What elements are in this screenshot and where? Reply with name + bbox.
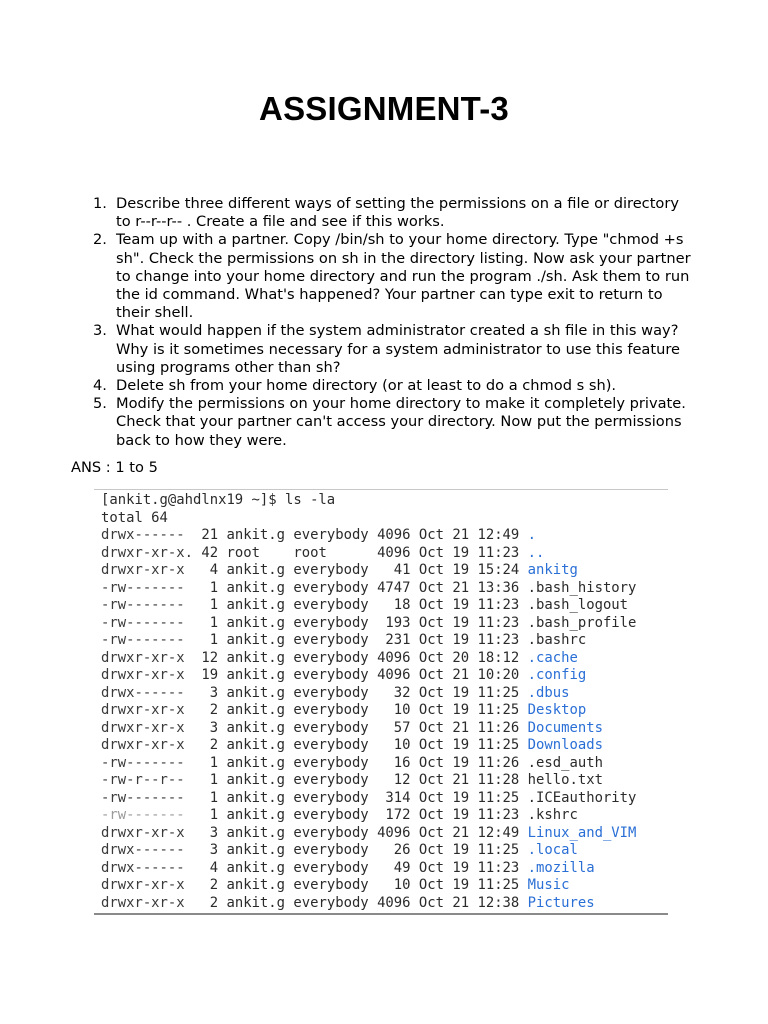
- row-size: 193: [377, 614, 411, 631]
- row-filename: .: [527, 527, 537, 543]
- row-day: 19: [452, 597, 470, 613]
- row-month: Oct: [418, 544, 444, 561]
- row-owner: ankit.g: [226, 579, 286, 596]
- row-size: 49: [377, 859, 411, 876]
- row-owner: ankit.g: [226, 719, 286, 736]
- row-owner: ankit.g: [226, 894, 286, 911]
- row-day: 20: [452, 649, 470, 666]
- row-owner: ankit.g: [226, 877, 286, 893]
- row-month: Oct: [418, 737, 444, 753]
- question-text: Team up with a partner. Copy /bin/sh to your home directory. Type "chmod +s sh". Check the permissions on sh in the directory listing. Now ask your partner to change into your home directory and run the program ./sh. Ask them to run the id command. What's happened? Your partner can type exit to return to their shell.: [116, 231, 691, 322]
- row-owner: ankit.g: [226, 597, 286, 613]
- page-title: ASSIGNMENT-3: [259, 90, 509, 127]
- row-time: 12:38: [477, 894, 520, 911]
- row-permissions: -rw-------: [101, 597, 193, 613]
- row-size: 4096: [377, 667, 411, 683]
- row-owner: ankit.g: [226, 649, 286, 666]
- row-size: 12: [377, 772, 411, 788]
- row-day: 19: [452, 702, 470, 718]
- row-time: 11:25: [477, 702, 520, 718]
- row-size: 4747: [377, 579, 411, 596]
- row-filename: .bash_history: [527, 579, 637, 596]
- row-filename: ..: [527, 544, 545, 561]
- row-links: 3: [201, 842, 219, 858]
- row-permissions: -rw-------: [101, 807, 193, 823]
- row-month: Oct: [418, 667, 444, 683]
- row-owner: ankit.g: [226, 807, 286, 823]
- row-filename: .bashrc: [527, 632, 587, 648]
- row-filename: Pictures: [527, 894, 595, 911]
- listing-row: [101, 755, 603, 773]
- row-time: 12:49: [477, 527, 520, 543]
- row-owner: ankit.g: [226, 562, 286, 578]
- row-time: 11:23: [477, 859, 520, 876]
- row-filename: .config: [527, 667, 587, 683]
- row-owner: ankit.g: [226, 667, 286, 683]
- row-owner: ankit.g: [226, 754, 286, 771]
- listing-row: [101, 650, 578, 668]
- row-permissions: drwxr-xr-x: [101, 667, 193, 683]
- row-filename: ankitg: [527, 562, 578, 578]
- listing-row: [101, 720, 603, 738]
- terminal-screenshot: [94, 489, 668, 915]
- row-filename: Downloads: [527, 737, 603, 753]
- row-day: 19: [452, 754, 470, 771]
- row-group: everybody: [293, 667, 369, 683]
- row-links: 19: [201, 667, 219, 683]
- row-links: 1: [201, 807, 219, 823]
- row-group: everybody: [293, 597, 369, 613]
- listing-row: [101, 580, 636, 598]
- row-group: everybody: [293, 807, 369, 823]
- row-links: 2: [201, 877, 219, 893]
- row-owner: ankit.g: [226, 772, 286, 788]
- row-group: everybody: [293, 772, 369, 788]
- row-permissions: drwx------: [101, 842, 193, 858]
- listing-row: [101, 702, 586, 720]
- row-links: 1: [201, 632, 219, 648]
- question-text: What would happen if the system administrator created a sh file in this way? Why is it sometimes necessary for a system administrator to use this feature using programs other than sh?: [116, 322, 681, 376]
- row-month: Oct: [418, 632, 444, 648]
- row-day: 21: [452, 667, 470, 683]
- row-month: Oct: [418, 807, 444, 823]
- row-permissions: drwxr-xr-x: [101, 737, 193, 753]
- row-day: 21: [452, 719, 470, 736]
- row-month: Oct: [418, 859, 444, 876]
- question-text: Delete sh from your home directory (or at least to do a chmod s sh).: [116, 377, 617, 395]
- listing-row: [101, 737, 603, 755]
- row-links: 12: [201, 649, 219, 666]
- row-day: 21: [452, 527, 470, 543]
- row-time: 11:25: [477, 684, 520, 701]
- row-day: 19: [452, 544, 470, 561]
- row-group: everybody: [293, 614, 369, 631]
- row-day: 19: [452, 614, 470, 631]
- row-size: 57: [377, 719, 411, 736]
- question-number: 1.: [93, 195, 107, 212]
- row-permissions: -rw-r--r--: [101, 772, 193, 788]
- row-links: 4: [201, 562, 219, 578]
- listing-row: [101, 860, 595, 878]
- row-links: 3: [201, 684, 219, 701]
- row-filename: Linux_and_VIM: [527, 824, 637, 841]
- row-links: 3: [201, 824, 219, 841]
- row-month: Oct: [418, 772, 444, 788]
- row-day: 21: [452, 824, 470, 841]
- listing-row: [101, 562, 578, 580]
- terminal-total: total 64: [101, 509, 168, 526]
- row-time: 11:23: [477, 544, 520, 561]
- row-links: 1: [201, 789, 219, 806]
- row-links: 4: [201, 859, 219, 876]
- row-group: everybody: [293, 877, 369, 893]
- row-permissions: drwxr-xr-x: [101, 719, 193, 736]
- row-month: Oct: [418, 562, 444, 578]
- row-time: 11:25: [477, 789, 520, 806]
- row-filename: .dbus: [527, 684, 570, 701]
- row-time: 11:25: [477, 842, 520, 858]
- row-time: 12:49: [477, 824, 520, 841]
- row-day: 21: [452, 772, 470, 788]
- listing-row: [101, 615, 636, 633]
- row-group: everybody: [293, 579, 369, 596]
- listing-row: [101, 877, 570, 895]
- row-month: Oct: [418, 614, 444, 631]
- row-day: 19: [452, 737, 470, 753]
- row-time: 10:20: [477, 667, 520, 683]
- row-size: 10: [377, 702, 411, 718]
- row-time: 18:12: [477, 649, 520, 666]
- row-permissions: -rw-------: [101, 579, 193, 596]
- row-day: 19: [452, 807, 470, 823]
- row-permissions: drwx------: [101, 527, 193, 543]
- row-filename: .local: [527, 842, 578, 858]
- row-owner: root: [226, 544, 286, 561]
- row-size: 18: [377, 597, 411, 613]
- row-links: 1: [201, 597, 219, 613]
- row-month: Oct: [418, 702, 444, 718]
- row-group: everybody: [293, 632, 369, 648]
- row-permissions: drwx------: [101, 684, 193, 701]
- row-month: Oct: [418, 894, 444, 911]
- row-time: 11:25: [477, 877, 520, 893]
- row-permissions: -rw-------: [101, 614, 193, 631]
- row-group: everybody: [293, 684, 369, 701]
- row-size: 26: [377, 842, 411, 858]
- row-permissions: drwxr-xr-x: [101, 702, 193, 718]
- row-owner: ankit.g: [226, 824, 286, 841]
- listing-row: [101, 667, 586, 685]
- row-links: 2: [201, 737, 219, 753]
- row-permissions: -rw-------: [101, 754, 193, 771]
- row-group: everybody: [293, 527, 369, 543]
- row-group: everybody: [293, 789, 369, 806]
- row-day: 19: [452, 632, 470, 648]
- listing-row: [101, 807, 578, 825]
- row-links: 21: [201, 527, 219, 543]
- listing-row: [101, 842, 578, 860]
- row-month: Oct: [418, 579, 444, 596]
- row-links: 3: [201, 719, 219, 736]
- row-group: everybody: [293, 649, 369, 666]
- listing-row: [101, 527, 536, 545]
- row-links: 1: [201, 614, 219, 631]
- row-group: everybody: [293, 562, 369, 578]
- row-links: 1: [201, 772, 219, 788]
- row-permissions: -rw-------: [101, 789, 193, 806]
- question-number: 4.: [93, 377, 107, 395]
- question-text: Modify the permissions on your home directory to make it completely private. Check that your partner can't access your directory. Now put the permissions back to how they were.: [116, 395, 686, 449]
- row-time: 15:24: [477, 562, 520, 578]
- row-time: 11:23: [477, 614, 520, 631]
- row-day: 19: [452, 789, 470, 806]
- row-permissions: drwxr-xr-x: [101, 824, 193, 841]
- row-time: 13:36: [477, 579, 520, 596]
- row-size: 16: [377, 754, 411, 771]
- row-links: 2: [201, 702, 219, 718]
- row-size: 10: [377, 737, 411, 753]
- row-month: Oct: [418, 719, 444, 736]
- row-permissions: drwxr-xr-x: [101, 562, 193, 578]
- listing-row: [101, 772, 603, 790]
- row-group: everybody: [293, 894, 369, 911]
- question-number: 5.: [93, 395, 107, 413]
- row-filename: .cache: [527, 649, 578, 666]
- row-owner: ankit.g: [226, 789, 286, 806]
- row-links: 1: [201, 579, 219, 596]
- row-group: everybody: [293, 859, 369, 876]
- row-month: Oct: [418, 877, 444, 893]
- row-permissions: -rw-------: [101, 632, 193, 648]
- row-permissions: drwxr-xr-x.: [101, 544, 193, 561]
- row-links: 42: [201, 544, 219, 561]
- row-size: 4096: [377, 527, 411, 543]
- listing-row: [101, 597, 628, 615]
- row-filename: .esd_auth: [527, 754, 603, 771]
- row-time: 11:23: [477, 632, 520, 648]
- row-size: 10: [377, 877, 411, 893]
- listing-row: [101, 790, 636, 808]
- row-size: 4096: [377, 649, 411, 666]
- row-month: Oct: [418, 597, 444, 613]
- row-group: everybody: [293, 824, 369, 841]
- row-group: root: [293, 544, 369, 561]
- row-time: 11:25: [477, 737, 520, 753]
- row-time: 11:28: [477, 772, 520, 788]
- row-permissions: drwxr-xr-x: [101, 649, 193, 666]
- row-owner: ankit.g: [226, 842, 286, 858]
- answer-label: ANS : 1 to 5: [71, 459, 158, 476]
- row-month: Oct: [418, 754, 444, 771]
- listing-row: [101, 685, 570, 703]
- row-month: Oct: [418, 789, 444, 806]
- row-month: Oct: [418, 824, 444, 841]
- row-permissions: drwx------: [101, 859, 193, 876]
- row-group: everybody: [293, 702, 369, 718]
- row-owner: ankit.g: [226, 737, 286, 753]
- row-group: everybody: [293, 737, 369, 753]
- row-time: 11:26: [477, 754, 520, 771]
- listing-row: [101, 632, 586, 650]
- row-day: 19: [452, 859, 470, 876]
- row-owner: ankit.g: [226, 702, 286, 718]
- row-day: 19: [452, 684, 470, 701]
- row-filename: .bash_profile: [527, 614, 637, 631]
- row-links: 2: [201, 894, 219, 911]
- row-filename: .ICEauthority: [527, 789, 637, 806]
- row-month: Oct: [418, 649, 444, 666]
- listing-row: [101, 895, 595, 913]
- row-group: everybody: [293, 719, 369, 736]
- question-text: Describe three different ways of setting the permissions on a file or directory to r--r--r-- . Create a file and see if this works.: [116, 195, 679, 231]
- row-month: Oct: [418, 842, 444, 858]
- row-filename: Desktop: [527, 702, 587, 718]
- row-owner: ankit.g: [226, 632, 286, 648]
- row-filename: .bash_logout: [527, 597, 629, 613]
- row-month: Oct: [418, 527, 444, 543]
- terminal-prompt: [ankit.g@ahdlnx19 ~]$ ls -la: [101, 492, 336, 508]
- row-size: 4096: [377, 544, 411, 561]
- row-group: everybody: [293, 754, 369, 771]
- row-month: Oct: [418, 684, 444, 701]
- row-size: 231: [377, 632, 411, 648]
- row-group: everybody: [293, 842, 369, 858]
- row-day: 21: [452, 579, 470, 596]
- question-item: [93, 395, 696, 450]
- row-day: 19: [452, 842, 470, 858]
- row-day: 21: [452, 894, 470, 911]
- row-owner: ankit.g: [226, 684, 286, 701]
- row-filename: Music: [527, 877, 570, 893]
- row-owner: ankit.g: [226, 614, 286, 631]
- row-filename: hello.txt: [527, 772, 603, 788]
- row-size: 32: [377, 684, 411, 701]
- question-number: 3.: [93, 322, 107, 340]
- question-list: [93, 195, 696, 450]
- row-filename: .kshrc: [527, 807, 578, 823]
- row-filename: .mozilla: [527, 859, 595, 876]
- listing-row: [101, 825, 636, 843]
- row-filename: Documents: [527, 719, 603, 736]
- question-item: [93, 322, 696, 377]
- row-owner: ankit.g: [226, 527, 286, 543]
- row-permissions: drwxr-xr-x: [101, 894, 193, 911]
- row-size: 172: [377, 807, 411, 823]
- row-size: 4096: [377, 894, 411, 911]
- row-time: 11:23: [477, 807, 520, 823]
- listing-row: [101, 545, 544, 563]
- row-permissions: drwxr-xr-x: [101, 877, 193, 893]
- row-owner: ankit.g: [226, 859, 286, 876]
- question-item: [93, 195, 696, 231]
- row-time: 11:26: [477, 719, 520, 736]
- question-item: [93, 231, 696, 322]
- row-size: 314: [377, 789, 411, 806]
- row-time: 11:23: [477, 597, 520, 613]
- question-number: 2.: [93, 231, 107, 249]
- question-item: [93, 377, 696, 395]
- row-day: 19: [452, 877, 470, 893]
- row-day: 19: [452, 562, 470, 578]
- row-size: 4096: [377, 824, 411, 841]
- row-size: 41: [377, 562, 411, 578]
- row-links: 1: [201, 754, 219, 771]
